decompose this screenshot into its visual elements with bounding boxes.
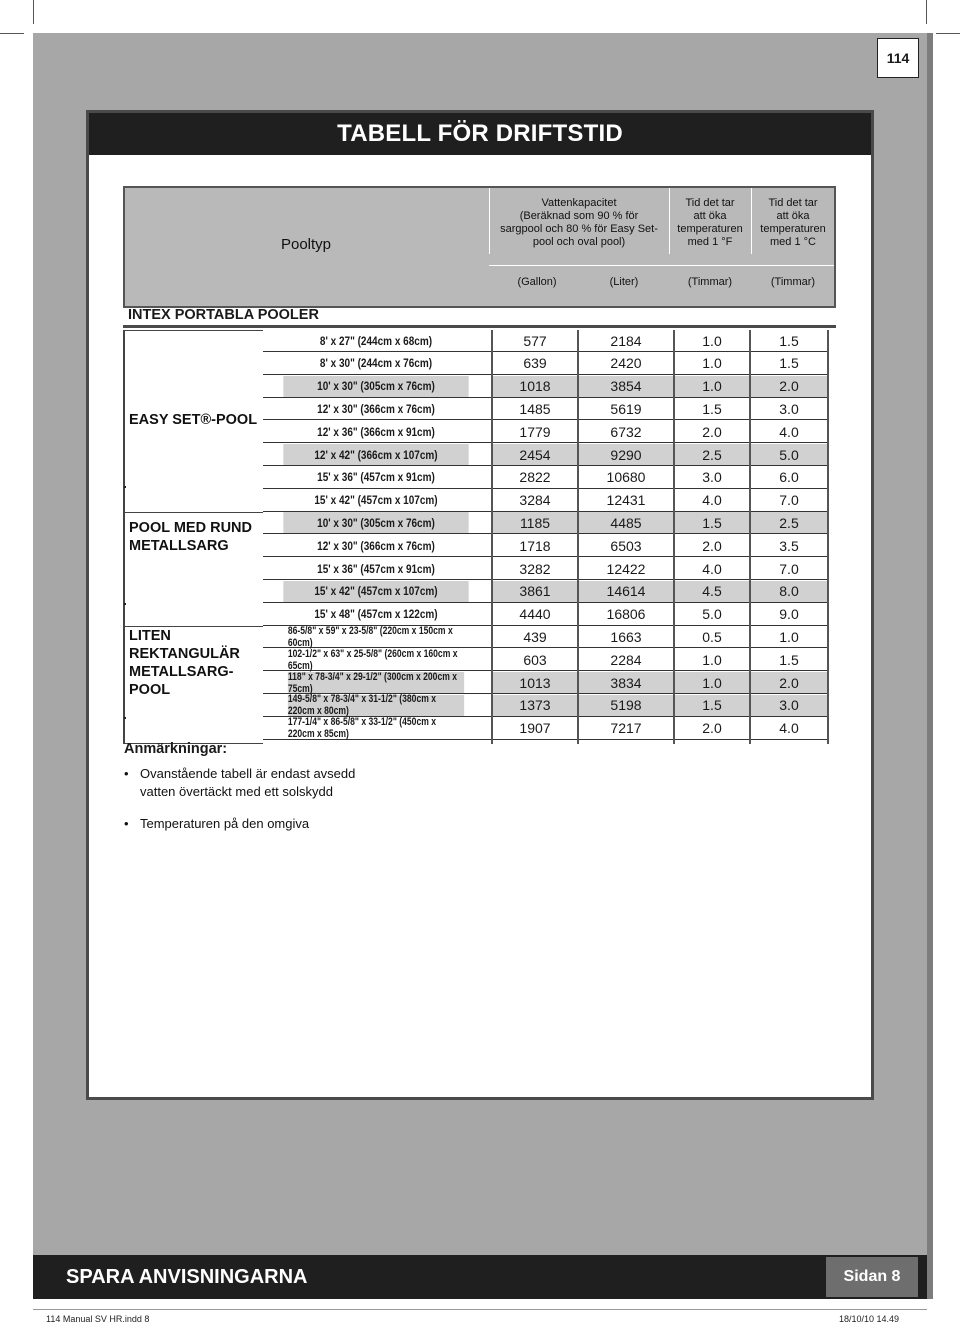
table-row [263, 695, 828, 717]
cell-hours-c: 1.0 [779, 628, 799, 645]
header-capacity: Vattenkapacitet (Beräknad som 90 % för sargpool och 80 % för Easy Set- pool och oval pool) [500, 197, 658, 248]
cell-hours-f: 2.0 [702, 720, 722, 737]
grid-divider [491, 330, 493, 744]
table-row [263, 626, 828, 648]
cell-hours-c: 4.0 [779, 423, 799, 440]
cell-size: 10' x 30" (305cm x 76cm) [283, 512, 468, 533]
cell-size: 149-5/8" x 78-3/4" x 31-1/2" (380cm x 220cm x 80cm) [288, 695, 464, 716]
cell-size: 86-5/8" x 59" x 23-5/8" (220cm x 150cm x 60cm) [287, 624, 453, 649]
cell-hours-f: 5.0 [702, 606, 722, 623]
cell-hours-c: 2.0 [751, 672, 827, 693]
slug-filename: 114 Manual SV HR.indd 8 [46, 1314, 150, 1324]
cell-size: 8' x 27" (244cm x 68cm) [319, 333, 433, 348]
cell-size: 12' x 36" (366cm x 91cm) [317, 424, 435, 439]
notes-title: Anmärkningar: [124, 741, 228, 757]
marker-dot [124, 603, 126, 605]
cell-size: 12' x 30" (366cm x 76cm) [317, 401, 435, 416]
unit-hours-f: (Timmar) [687, 276, 733, 288]
cell-size: 10' x 30" (305cm x 76cm) [283, 376, 468, 397]
cell-hours-c: 7.0 [779, 492, 799, 509]
crop-mark [936, 33, 960, 34]
cell-liter: 7217 [610, 720, 642, 737]
cell-gallon: 577 [523, 332, 547, 349]
cell-size: 8' x 30" (244cm x 76cm) [319, 356, 433, 371]
cell-size: 15' x 42" (457cm x 107cm) [283, 581, 468, 602]
crop-mark [926, 0, 927, 24]
unit-hours-c: (Timmar) [770, 276, 816, 288]
group-divider [123, 512, 263, 513]
cell-size: 15' x 48" (457cm x 122cm) [314, 607, 438, 622]
cell-hours-c: 2.0 [751, 376, 827, 397]
cell-gallon: 1779 [519, 423, 551, 440]
cell-gallon: 1485 [519, 400, 551, 417]
cell-hours-c: 8.0 [751, 581, 827, 602]
section-rule [123, 325, 836, 328]
cell-size: 102-1/2" x 63" x 25-5/8" (260cm x 160cm x 65cm) [287, 647, 458, 672]
cell-hours-f: 4.5 [675, 581, 749, 602]
header-pooltyp: Pooltyp [280, 236, 332, 253]
table-row [263, 604, 828, 626]
cell-size: 15' x 36" (457cm x 91cm) [317, 561, 435, 576]
cell-liter: 3834 [579, 672, 673, 693]
cell-gallon: 603 [523, 651, 547, 668]
page-title: TABELL FÖR DRIFTSTID [89, 113, 871, 155]
unit-gallon: (Gallon) [517, 276, 557, 288]
page-edge-strip [927, 33, 933, 1299]
crop-mark [0, 33, 24, 34]
cell-hours-f: 1.0 [675, 376, 749, 397]
cell-hours-c: 5.0 [751, 444, 827, 465]
cell-hours-c: 7.0 [779, 560, 799, 577]
cell-size: 118" x 78-3/4" x 29-1/2" (300cm x 200cm x 75cm) [288, 672, 464, 693]
cell-liter: 3854 [579, 376, 673, 397]
cell-hours-c: 9.0 [779, 606, 799, 623]
table-row [263, 376, 828, 398]
table-row [263, 718, 828, 740]
cell-liter: 6503 [610, 537, 642, 554]
cell-hours-f: 2.0 [702, 537, 722, 554]
table-row [263, 398, 828, 420]
cell-hours-c: 3.0 [751, 695, 827, 716]
cell-hours-f: 3.0 [702, 469, 722, 486]
note-item: • Temperaturen på den omgiva [124, 816, 310, 831]
table-row [263, 672, 828, 694]
cell-liter: 2284 [610, 651, 642, 668]
table-row [263, 421, 828, 443]
cell-liter: 12431 [606, 492, 646, 509]
cell-gallon: 1018 [493, 376, 577, 397]
cell-gallon: 1907 [519, 720, 551, 737]
cell-gallon: 3861 [493, 581, 577, 602]
cell-hours-c: 2.5 [751, 512, 827, 533]
cell-size: 12' x 30" (366cm x 76cm) [317, 538, 435, 553]
cell-liter: 2184 [610, 332, 642, 349]
cell-liter: 5619 [610, 400, 642, 417]
cell-hours-c: 6.0 [779, 469, 799, 486]
cell-hours-f: 1.5 [675, 512, 749, 533]
grid-divider [827, 330, 829, 744]
cell-hours-f: 1.5 [702, 400, 722, 417]
table-row [263, 353, 828, 375]
section-title: INTEX PORTABLA POOLER [128, 307, 319, 323]
grid-divider [749, 330, 751, 744]
header-units-divider [489, 265, 834, 266]
pool-type-rectangular: LITEN REKTANGULÄR METALLSARG- POOL [129, 628, 240, 698]
cell-liter: 6732 [610, 423, 642, 440]
cell-hours-f: 2.0 [702, 423, 722, 440]
grid-divider [673, 330, 675, 744]
cell-gallon: 639 [523, 355, 547, 372]
table-row [263, 467, 828, 489]
table-row [263, 649, 828, 671]
cell-hours-f: 1.0 [702, 332, 722, 349]
cell-hours-f: 2.5 [675, 444, 749, 465]
table-row [263, 581, 828, 603]
crop-mark [33, 0, 34, 24]
table-row [263, 512, 828, 534]
cell-liter: 14614 [579, 581, 673, 602]
group-divider [123, 330, 263, 331]
table-row [263, 444, 828, 466]
cell-gallon: 439 [523, 628, 547, 645]
cell-gallon: 1718 [519, 537, 551, 554]
cell-hours-f: 0.5 [702, 628, 722, 645]
cell-gallon: 2454 [493, 444, 577, 465]
cell-gallon: 1185 [493, 512, 577, 533]
page-number-box: 114 [877, 38, 919, 78]
cell-liter: 12422 [606, 560, 646, 577]
cell-liter: 5198 [579, 695, 673, 716]
cell-hours-c: 3.5 [779, 537, 799, 554]
cell-gallon: 3282 [519, 560, 551, 577]
cell-hours-c: 1.5 [779, 651, 799, 668]
marker-dot [124, 486, 126, 488]
table-row [263, 535, 828, 557]
cell-liter: 4485 [579, 512, 673, 533]
cell-hours-c: 1.5 [779, 355, 799, 372]
cell-gallon: 1013 [493, 672, 577, 693]
table-row [263, 490, 828, 512]
cell-liter: 9290 [579, 444, 673, 465]
cell-hours-f: 1.0 [702, 355, 722, 372]
footer-page-label: Sidan 8 [826, 1257, 918, 1297]
table-row [263, 330, 828, 352]
cell-hours-f: 1.0 [702, 651, 722, 668]
cell-hours-f: 4.0 [702, 492, 722, 509]
cell-hours-f: 1.0 [675, 672, 749, 693]
pool-type-easy-set: EASY SET®-POOL [129, 412, 258, 428]
cell-hours-c: 3.0 [779, 400, 799, 417]
cell-size: 177-1/4" x 86-5/8" x 33-1/2" (450cm x 220cm x 85cm) [287, 716, 437, 741]
cell-gallon: 4440 [519, 606, 551, 623]
marker-dot [124, 717, 126, 719]
slug-timestamp: 18/10/10 14.49 [839, 1314, 900, 1324]
cell-liter: 1663 [610, 628, 642, 645]
cell-hours-f: 1.5 [675, 695, 749, 716]
pool-type-metal-round: POOL MED RUND METALLSARG [129, 520, 252, 554]
cell-gallon: 1373 [493, 695, 577, 716]
cell-liter: 16806 [606, 606, 646, 623]
cell-liter: 2420 [610, 355, 642, 372]
bullet: • [124, 816, 129, 831]
header-time-c: Tid det tar att öka temperaturen med 1 °C [760, 197, 826, 248]
cell-liter: 10680 [606, 469, 646, 486]
unit-liter: (Liter) [609, 276, 639, 288]
slug-rule [33, 1309, 927, 1310]
footer-save-instructions: SPARA ANVISNINGARNA [66, 1266, 308, 1288]
table-row [263, 558, 828, 580]
cell-size: 12' x 42" (366cm x 107cm) [283, 444, 468, 465]
header-divider [489, 188, 490, 254]
grid-divider [577, 330, 579, 744]
cell-hours-c: 1.5 [779, 332, 799, 349]
bullet: • [124, 766, 129, 781]
header-time-f: Tid det tar att öka temperaturen med 1 °F [677, 197, 743, 248]
cell-gallon: 3284 [519, 492, 551, 509]
note-item: • Ovanstående tabell är endast avsedd vatten övertäckt med ett solskydd [124, 766, 356, 799]
cell-size: 15' x 36" (457cm x 91cm) [317, 470, 435, 485]
label-column-rule [123, 330, 125, 744]
cell-hours-c: 4.0 [779, 720, 799, 737]
cell-gallon: 2822 [519, 469, 551, 486]
cell-size: 15' x 42" (457cm x 107cm) [314, 493, 438, 508]
cell-hours-f: 4.0 [702, 560, 722, 577]
